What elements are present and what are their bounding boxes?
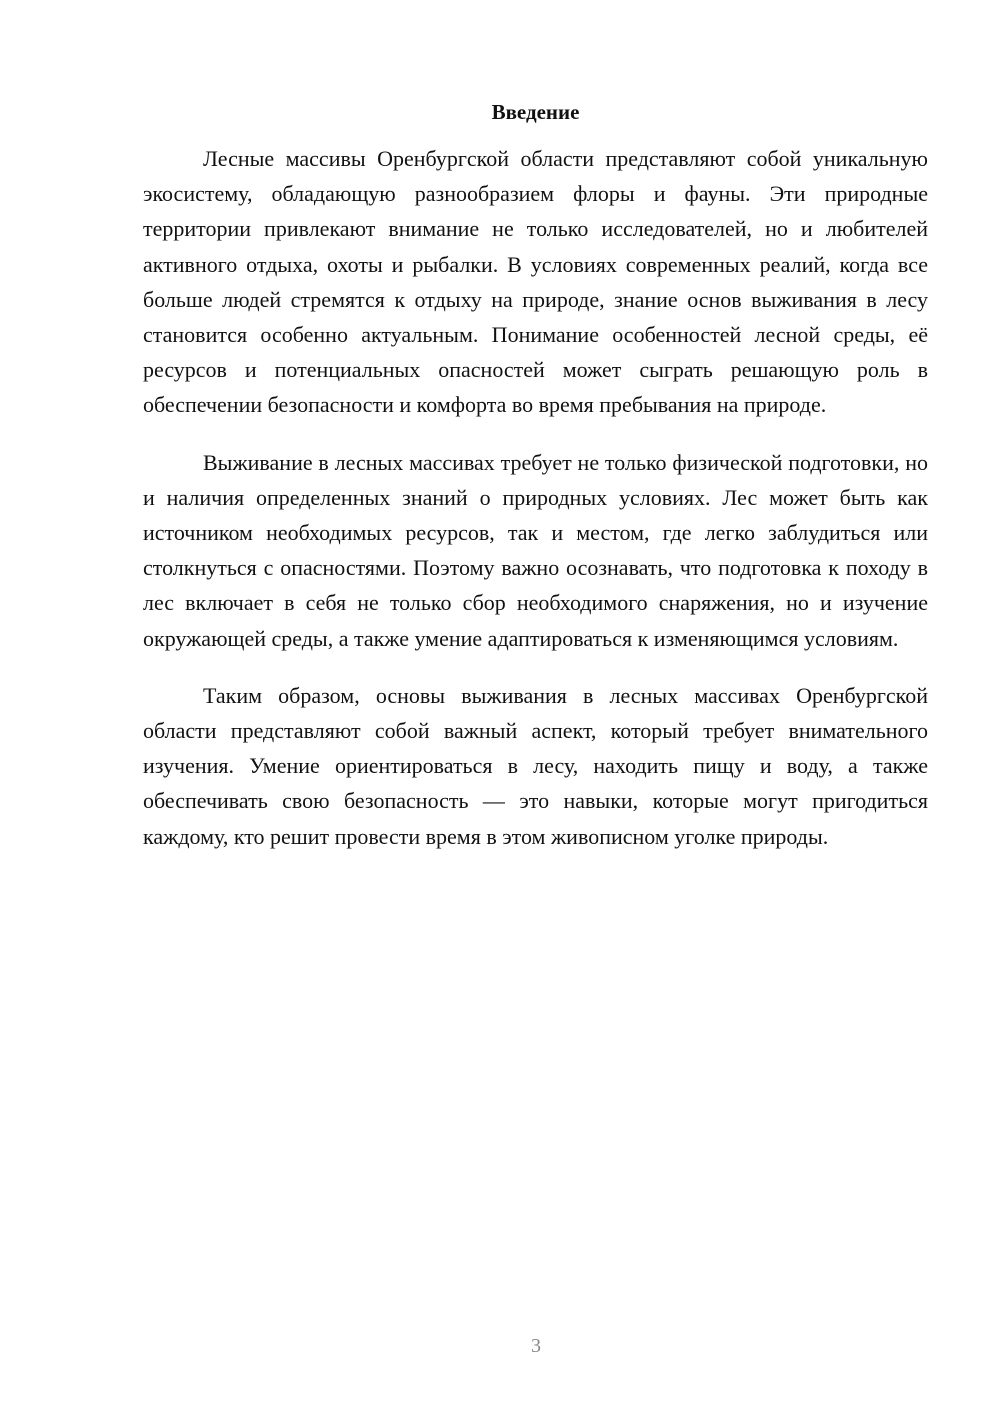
paragraph-1: Лесные массивы Оренбургской области представляют собой уникальную экосистему, обладающую разнообразием флоры и фауны. Эти природные территории привлекают внимание не только исследователей, но и любителей активного отдыха, охоты и рыбалки. В условиях современных реалий, когда все больше людей стремятся к отдыху на природе, знание основ выживания в лесу становится особенно актуальным. Понимание особенностей лесной среды, её ресурсов и потенциальных опасностей может сыграть решающую роль в обеспечении безопасности и комфорта во время пребывания на природе.: [143, 146, 928, 418]
body-text: [143, 141, 928, 876]
paragraph-2: Выживание в лесных массивах требует не только физической подготовки, но и наличия определенных знаний о природных условиях. Лес может быть как источником необходимых ресурсов, так и местом, где легко заблудиться или столкнуться с опасностями. Поэтому важно осознавать, что подготовка к походу в лес включает в себя не только сбор необходимого снаряжения, но и изучение окружающей среды, а также умение адаптироваться к изменяющимся условиям.: [143, 449, 928, 651]
paragraph-3: Таким образом, основы выживания в лесных массивах Оренбургской области представляют собой важный аспект, который требует внимательного изучения. Умение ориентироваться в лесу, находить пищу и воду, а также обеспечивать свою безопасность — это навыки, которые могут пригодиться каждому, кто решит провести время в этом живописном уголке природы.: [143, 682, 928, 849]
section-title: Введение: [491, 100, 580, 124]
page-number: 3: [531, 1335, 541, 1357]
